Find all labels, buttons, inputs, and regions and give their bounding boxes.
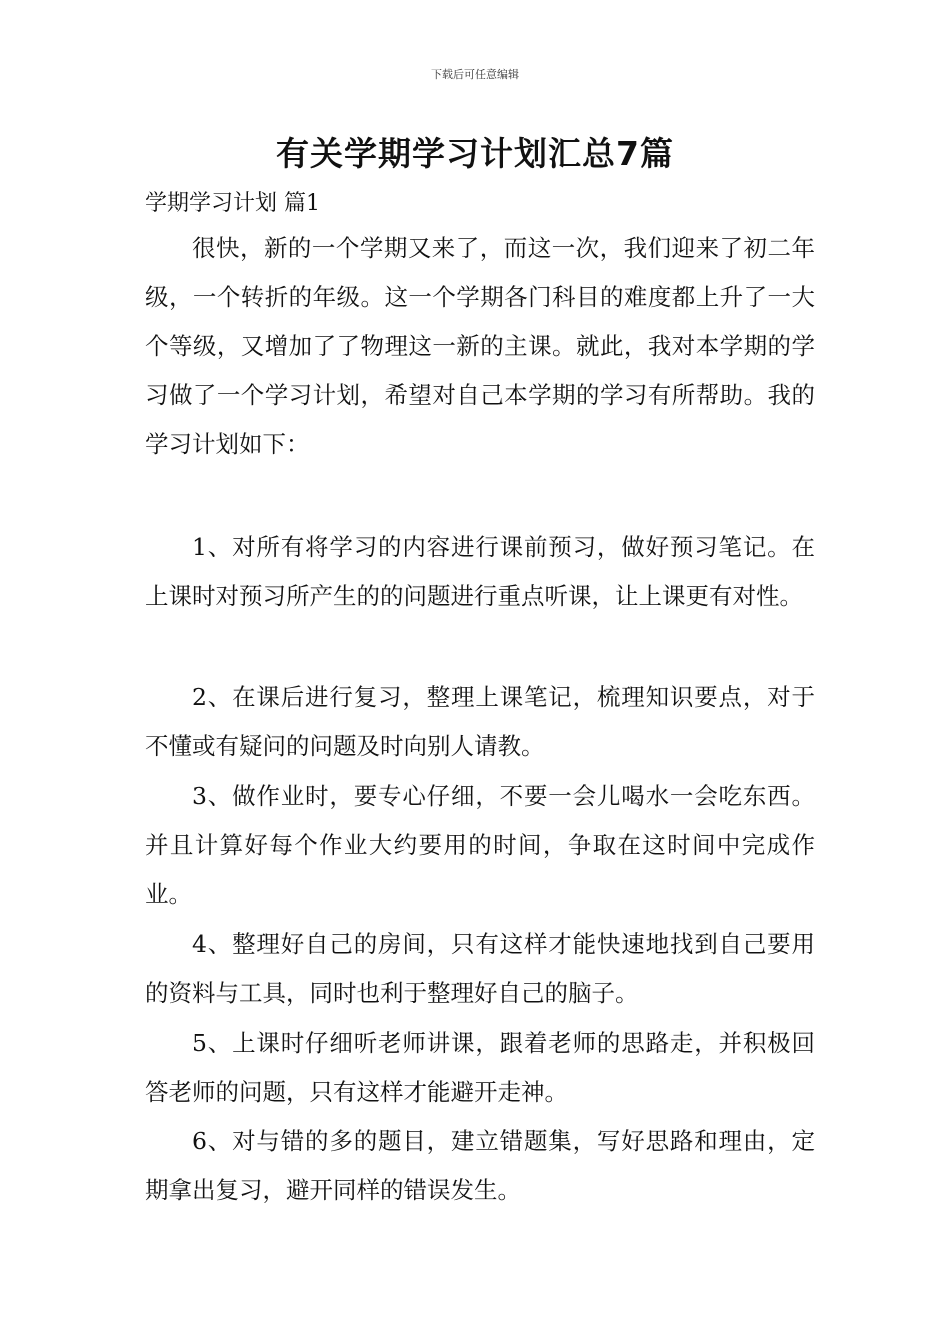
plan-item-1: 1、对所有将学习的内容进行课前预习，做好预习笔记。在上课时对预习所产生的的问题进行重点听课，让上课更有对性。 — [145, 533, 815, 610]
plan-item-4: 4、整理好自己的房间，只有这样才能快速地找到自己要用的资料与工具，同时也利于整理好自己的脑子。 — [145, 930, 815, 1007]
plan-item-6: 6、对与错的多的题目，建立错题集，写好思路和理由，定期拿出复习，避开同样的错误发生。 — [145, 1127, 815, 1204]
plan-item-5: 5、上课时仔细听老师讲课，跟着老师的思路走，并积极回答老师的问题，只有这样才能避开走神。 — [145, 1029, 815, 1106]
document-title: 有关学期学习计划汇总7篇 — [276, 134, 674, 173]
header-note: 下载后可任意编辑 — [431, 68, 519, 81]
plan-item-2: 2、在课后进行复习，整理上课笔记，梳理知识要点，对于不懂或有疑问的问题及时向别人请教。 — [145, 683, 815, 760]
section-heading: 学期学习计划 篇1 — [145, 191, 320, 216]
plan-item-3: 3、做作业时，要专心仔细，不要一会儿喝水一会吃东西。并且计算好每个作业大约要用的时间，争取在这时间中完成作业。 — [145, 782, 815, 908]
intro-paragraph: 很快，新的一个学期又来了，而这一次，我们迎来了初二年级，一个转折的年级。这一个学期各门科目的难度都上升了一大个等级，又增加了了物理这一新的主课。就此，我对本学期的学习做了一个学习计划，希望对自己本学期的学习有所帮助。我的学习计划如下： — [145, 234, 815, 458]
